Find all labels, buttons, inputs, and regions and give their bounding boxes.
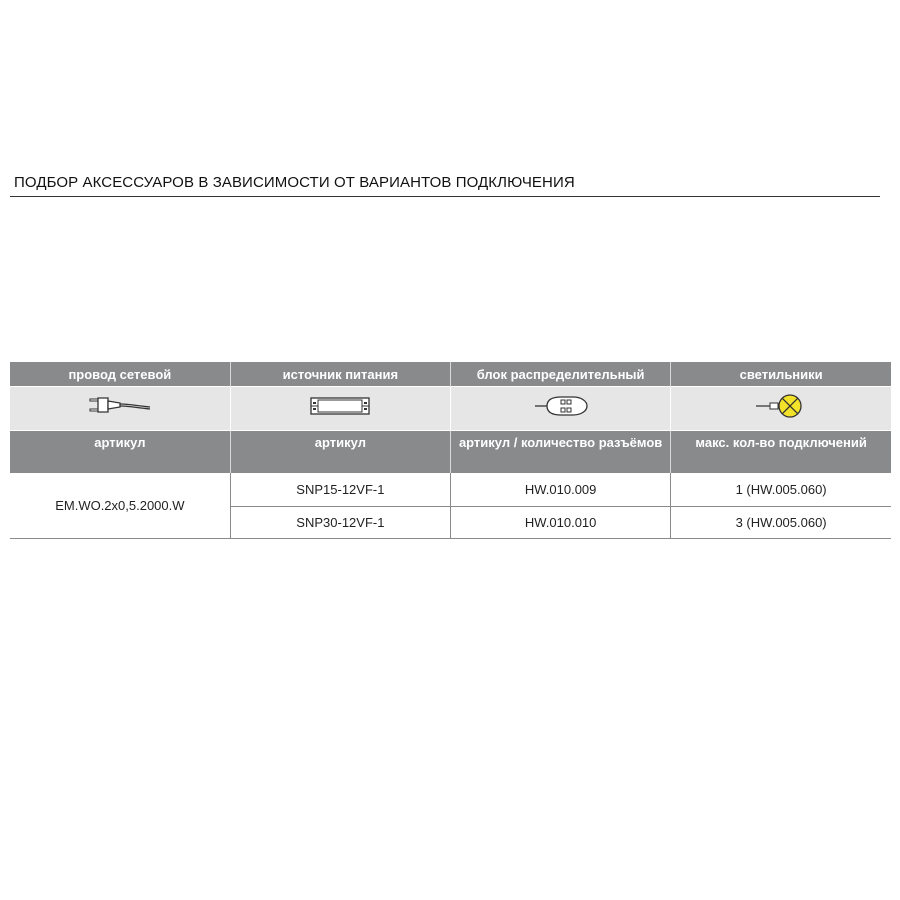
subheader-cable-article: артикул: [10, 431, 230, 474]
title-divider: [10, 196, 880, 197]
header-cable: провод сетевой: [10, 362, 230, 387]
icon-row: [10, 387, 891, 431]
psu-article-cell: SNP15-12VF-1: [230, 473, 450, 507]
icon-cell-cable: [10, 387, 230, 431]
table-header-row: [10, 362, 891, 387]
header-distribution-block: блок распределительный: [451, 362, 671, 387]
header-luminaires: светильники: [671, 362, 891, 387]
block-article-cell: HW.010.010: [451, 507, 671, 539]
table-row: [10, 473, 891, 507]
subheader-max-connections: макс. кол-во подключений: [671, 431, 891, 474]
subheader-psu-article: артикул: [230, 431, 450, 474]
accessories-table: [10, 362, 891, 539]
cable-article-cell: EM.WO.2x0,5.2000.W: [10, 473, 230, 539]
power-supply-unit-icon: [309, 395, 371, 422]
icon-cell-luminaires: [671, 387, 891, 431]
luminaire-lamp-icon: [754, 392, 808, 425]
power-plug-cable-icon: [88, 395, 152, 422]
subheader-block-article: артикул / количество разъёмов: [451, 431, 671, 474]
subheader-row: [10, 431, 891, 474]
header-power-supply: источник питания: [230, 362, 450, 387]
max-connections-cell: 3 (HW.005.060): [671, 507, 891, 539]
psu-article-cell: SNP30-12VF-1: [230, 507, 450, 539]
icon-cell-power-supply: [230, 387, 450, 431]
distribution-block-icon: [533, 393, 589, 424]
block-article-cell: HW.010.009: [451, 473, 671, 507]
max-connections-cell: 1 (HW.005.060): [671, 473, 891, 507]
icon-cell-distribution-block: [451, 387, 671, 431]
page-title: ПОДБОР АКСЕССУАРОВ В ЗАВИСИМОСТИ ОТ ВАРИАНТОВ ПОДКЛЮЧЕНИЯ: [14, 174, 575, 191]
